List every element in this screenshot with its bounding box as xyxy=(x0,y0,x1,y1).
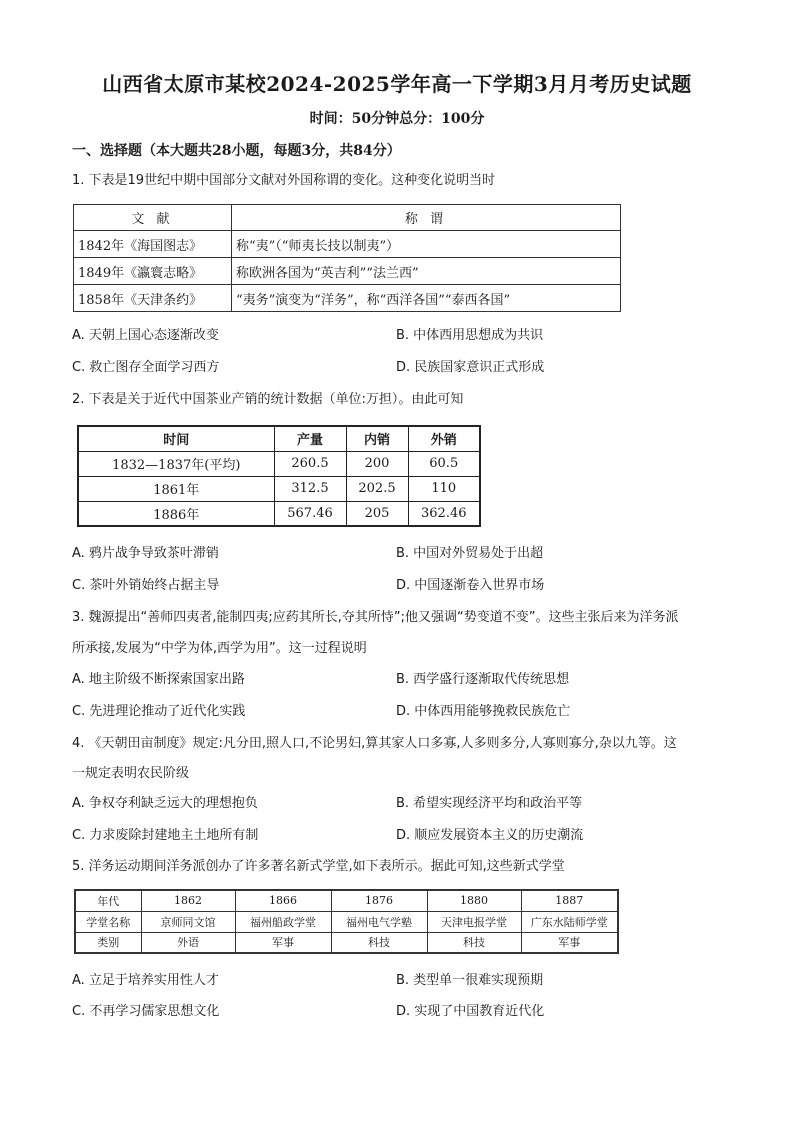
table-cell: 1861年 xyxy=(78,476,274,501)
question-1-option-b: B. 中体西用思想成为共识 xyxy=(396,328,544,343)
table-row xyxy=(75,890,618,911)
question-2-option-d: D. 中国逐渐卷入世界市场 xyxy=(396,578,545,593)
question-2-option-b: B. 中国对外贸易处于出超 xyxy=(396,546,544,561)
table-row xyxy=(74,258,621,285)
table-cell: 福州电气学塾 xyxy=(331,911,427,932)
table-cell: 1876 xyxy=(331,890,427,911)
table-cell: 205 xyxy=(346,501,408,526)
table-cell: 福州船政学堂 xyxy=(235,911,331,932)
question-1-option-d: D. 民族国家意识正式形成 xyxy=(396,360,545,375)
table-row xyxy=(78,501,480,526)
table-header-cell: 称 谓 xyxy=(232,205,621,231)
table-cell: 军事 xyxy=(235,932,331,953)
question-5-option-d: D. 实现了中国教育近代化 xyxy=(396,1004,545,1019)
table-cell: 362.46 xyxy=(408,501,480,526)
table-cell: 1832—1837年(平均) xyxy=(78,451,274,476)
table-cell: 1866 xyxy=(235,890,331,911)
table-header-cell: 外销 xyxy=(408,426,480,451)
table-cell: 类别 xyxy=(75,932,141,953)
table-header-row xyxy=(74,205,621,231)
question-2-option-a: A. 鸦片战争导致茶叶滞销 xyxy=(72,546,219,561)
table-cell: 天津电报学堂 xyxy=(427,911,521,932)
question-4-option-d: D. 顺应发展资本主义的历史潮流 xyxy=(396,828,584,843)
table-cell: 1862 xyxy=(141,890,235,911)
page-title: 山西省太原市某校2024-2025学年高一下学期3月月考历史试题 xyxy=(102,72,692,96)
table-cell: 567.46 xyxy=(274,501,346,526)
question-1-option-a: A. 天朝上国心态逐渐改变 xyxy=(72,328,219,343)
table-row xyxy=(78,476,480,501)
table-cell: 学堂名称 xyxy=(75,911,141,932)
table-cell: 科技 xyxy=(427,932,521,953)
table-cell: 军事 xyxy=(521,932,618,953)
question-5-table xyxy=(74,889,619,954)
table-cell: 60.5 xyxy=(408,451,480,476)
question-3-option-d: D. 中体西用能够挽救民族危亡 xyxy=(396,704,571,719)
question-5-stem: 5. 洋务运动期间洋务派创办了许多著名新式学堂,如下表所示。据此可知,这些新式学堂 xyxy=(72,859,565,874)
question-4-stem-line-1: 4. 《天朝田亩制度》规定:凡分田,照人口,不论男妇,算其家人口多寡,人多则多分,人寡则寡分,杂以九等。这 xyxy=(72,736,677,751)
table-cell: 260.5 xyxy=(274,451,346,476)
table-row xyxy=(74,231,621,258)
table-header-cell: 文 献 xyxy=(74,205,232,231)
question-1-table xyxy=(73,204,621,312)
table-cell: 外语 xyxy=(141,932,235,953)
question-1-stem: 1. 下表是19世纪中期中国部分文献对外国称谓的变化。这种变化说明当时 xyxy=(72,173,496,188)
table-cell: 称“夷”（“师夷长技以制夷”） xyxy=(232,231,621,258)
question-4-option-b: B. 希望实现经济平均和政治平等 xyxy=(396,796,583,811)
table-cell: 312.5 xyxy=(274,476,346,501)
question-4-stem-line-2: 一规定表明农民阶级 xyxy=(72,766,190,781)
exam-time-info: 时间：50分钟总分：100分 xyxy=(309,111,485,127)
table-cell: 110 xyxy=(408,476,480,501)
table-header-row xyxy=(78,426,480,451)
question-5-option-c: C. 不再学习儒家思想文化 xyxy=(72,1004,220,1019)
table-cell: 1880 xyxy=(427,890,521,911)
question-3-stem-line-1: 3. 魏源提出“善师四夷者,能制四夷;应药其所长,夺其所恃”;他又强调“势变道不变”。这些主张后来为洋务派 xyxy=(72,610,679,625)
table-row xyxy=(75,932,618,953)
question-2-table xyxy=(77,425,481,527)
question-1-option-c: C. 救亡图存全面学习西方 xyxy=(72,360,220,375)
table-row xyxy=(75,911,618,932)
table-cell: 1887 xyxy=(521,890,618,911)
question-4-option-c: C. 力求废除封建地主土地所有制 xyxy=(72,828,259,843)
question-3-stem-line-2: 所承接,发展为“中学为体,西学为用”。这一过程说明 xyxy=(72,641,367,656)
table-cell: 广东水陆师学堂 xyxy=(521,911,618,932)
table-row xyxy=(74,285,621,312)
table-header-cell: 内销 xyxy=(346,426,408,451)
table-cell: 1886年 xyxy=(78,501,274,526)
section-heading: 一、选择题（本大题共28小题，每题3分，共84分） xyxy=(72,143,401,159)
question-4-option-a: A. 争权夺利缺乏远大的理想抱负 xyxy=(72,796,258,811)
question-5-option-a: A. 立足于培养实用性人才 xyxy=(72,973,219,988)
table-row xyxy=(78,451,480,476)
table-header-cell: 产量 xyxy=(274,426,346,451)
table-cell: 1849年《瀛寰志略》 xyxy=(74,258,232,285)
table-cell: 202.5 xyxy=(346,476,408,501)
question-5-option-b: B. 类型单一很难实现预期 xyxy=(396,973,544,988)
question-2-option-c: C. 茶叶外销始终占据主导 xyxy=(72,578,220,593)
question-3-option-c: C. 先进理论推动了近代化实践 xyxy=(72,704,246,719)
question-2-stem: 2. 下表是关于近代中国茶业产销的统计数据（单位:万担）。由此可知 xyxy=(72,392,464,407)
table-cell: 称欧洲各国为“英吉利”“法兰西” xyxy=(232,258,621,285)
table-cell: 京师同文馆 xyxy=(141,911,235,932)
question-3-option-a: A. 地主阶级不断探索国家出路 xyxy=(72,672,245,687)
table-cell: 1858年《天津条约》 xyxy=(74,285,232,312)
table-cell: “夷务”演变为“洋务”，称“西洋各国”“泰西各国” xyxy=(232,285,621,312)
table-cell: 科技 xyxy=(331,932,427,953)
table-cell: 年代 xyxy=(75,890,141,911)
table-cell: 1842年《海国图志》 xyxy=(74,231,232,258)
question-3-option-b: B. 西学盛行逐渐取代传统思想 xyxy=(396,672,570,687)
table-header-cell: 时间 xyxy=(78,426,274,451)
table-cell: 200 xyxy=(346,451,408,476)
